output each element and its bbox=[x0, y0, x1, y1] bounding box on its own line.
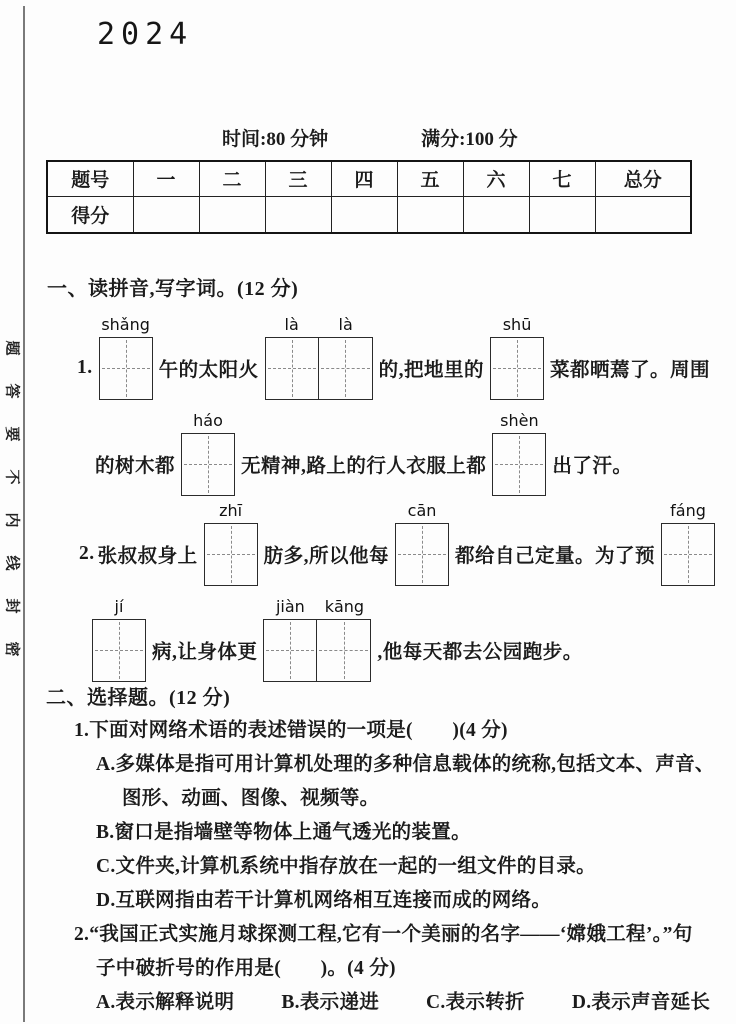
writing-box[interactable] bbox=[492, 433, 546, 496]
question1-option-a-line2: 图形、动画、图像、视频等。 bbox=[122, 788, 380, 809]
item-number: 2. bbox=[79, 543, 95, 564]
pinyin-label: jiàn bbox=[275, 596, 305, 616]
header-col: 六 bbox=[463, 161, 529, 196]
sentence-text: 无精神,路上的行人衣服上都 bbox=[241, 456, 487, 477]
question2-stem-line2: 子中破折号的作用是( )。(4 分) bbox=[96, 958, 396, 979]
writing-box-group bbox=[492, 410, 546, 496]
pinyin-label: là bbox=[284, 314, 299, 334]
section2 bbox=[46, 682, 732, 1020]
time-limit-label: 时间:80 分钟 bbox=[222, 129, 329, 150]
score-cell[interactable] bbox=[265, 196, 331, 233]
pinyin-label: shǎng bbox=[101, 314, 150, 334]
pinyin-label: jí bbox=[114, 596, 124, 616]
writing-box-group bbox=[661, 500, 715, 586]
header-col: 一 bbox=[133, 161, 199, 196]
exam-year: 2024 bbox=[97, 17, 194, 52]
writing-box[interactable] bbox=[204, 523, 258, 586]
writing-box-group bbox=[99, 314, 153, 400]
section2-title: 二、选择题。(12 分) bbox=[46, 687, 231, 709]
pinyin-label: shū bbox=[502, 314, 532, 334]
question2-options-row bbox=[46, 986, 732, 1020]
item-number: 1. bbox=[77, 357, 93, 378]
score-row-label: 得分 bbox=[47, 196, 133, 233]
question2-stem-line1: 2.“我国正式实施月球探测工程,它有一个美丽的名字——‘嫦娥工程’。”句 bbox=[74, 924, 693, 945]
writing-box-group bbox=[265, 314, 373, 400]
header-col: 三 bbox=[265, 161, 331, 196]
pinyin-row-1 bbox=[74, 314, 713, 416]
question2-option-b: B.表示递进 bbox=[281, 992, 380, 1013]
writing-box-group bbox=[204, 500, 258, 586]
pinyin-label: fáng bbox=[670, 500, 706, 520]
header-total: 总分 bbox=[595, 161, 691, 196]
score-table-score-row bbox=[47, 196, 691, 233]
sentence-text: 病,让身体更 bbox=[152, 642, 258, 663]
score-cell[interactable] bbox=[133, 196, 199, 233]
writing-box[interactable] bbox=[181, 433, 235, 496]
pinyin-label: cān bbox=[407, 500, 437, 520]
header-col: 五 bbox=[397, 161, 463, 196]
seal-char: 答 bbox=[3, 383, 20, 399]
writing-box[interactable] bbox=[317, 619, 371, 682]
writing-box[interactable] bbox=[99, 337, 153, 400]
score-cell[interactable] bbox=[331, 196, 397, 233]
question2-option-c: C.表示转折 bbox=[426, 992, 525, 1013]
exam-meta bbox=[222, 124, 518, 151]
seal-char: 封 bbox=[3, 598, 20, 614]
question1-option-c: C.文件夹,计算机系统中指存放在一起的一组文件的目录。 bbox=[96, 856, 596, 877]
header-col: 七 bbox=[529, 161, 595, 196]
seal-char: 密 bbox=[3, 641, 20, 657]
sentence-text: 的,把地里的 bbox=[378, 360, 485, 381]
sentence-text: ,他每天都去公园跑步。 bbox=[377, 642, 583, 663]
writing-box[interactable] bbox=[319, 337, 373, 400]
seal-char: 要 bbox=[3, 426, 20, 442]
writing-box[interactable] bbox=[395, 523, 449, 586]
sentence-text: 肪多,所以他每 bbox=[263, 546, 390, 567]
seal-char: 不 bbox=[3, 469, 20, 485]
pinyin-label: háo bbox=[193, 410, 223, 430]
sentence-text: 都给自己定量。为了预 bbox=[455, 546, 656, 567]
sentence-text: 菜都晒蔫了。周围 bbox=[550, 360, 711, 381]
sentence-text: 午的太阳火 bbox=[158, 360, 259, 381]
writing-box-group bbox=[490, 314, 544, 400]
header-col: 二 bbox=[199, 161, 265, 196]
section1-title: 一、读拼音,写字词。(12 分) bbox=[47, 278, 299, 300]
score-cell[interactable] bbox=[529, 196, 595, 233]
question1-option-a-line1: A.多媒体是指可用计算机处理的多种信息载体的统称,包括文本、声音、 bbox=[96, 754, 715, 775]
score-cell[interactable] bbox=[463, 196, 529, 233]
writing-box-group bbox=[181, 410, 235, 496]
writing-box[interactable] bbox=[263, 619, 317, 682]
seal-line-rule bbox=[23, 6, 25, 1022]
sentence-text: 的树木都 bbox=[95, 456, 176, 477]
seal-line-text bbox=[1, 338, 22, 659]
question2-option-a: A.表示解释说明 bbox=[96, 992, 235, 1013]
sentence-text: 张叔叔身上 bbox=[97, 546, 198, 567]
writing-box[interactable] bbox=[661, 523, 715, 586]
writing-box-pair bbox=[265, 337, 373, 400]
writing-box-group bbox=[92, 596, 146, 682]
score-table-header-row bbox=[47, 161, 691, 196]
question1-option-b: B.窗口是指墙壁等物体上通气透光的装置。 bbox=[96, 822, 471, 843]
seal-char: 内 bbox=[3, 512, 20, 528]
pinyin-label-pair bbox=[265, 315, 373, 335]
question1-stem: 1.下面对网络术语的表述错误的一项是( )(4 分) bbox=[74, 720, 508, 741]
writing-box[interactable] bbox=[92, 619, 146, 682]
header-question-no: 题号 bbox=[47, 161, 133, 196]
sentence-text: 出了汗。 bbox=[552, 456, 633, 477]
pinyin-label: là bbox=[338, 314, 353, 334]
writing-box-pair bbox=[263, 619, 371, 682]
score-table bbox=[46, 160, 692, 234]
writing-box[interactable] bbox=[265, 337, 319, 400]
question1-option-d: D.互联网指由若干计算机网络相互连接而成的网络。 bbox=[96, 890, 552, 911]
writing-box-group bbox=[263, 596, 371, 682]
full-score-label: 满分:100 分 bbox=[421, 129, 518, 150]
pinyin-row-3 bbox=[76, 500, 718, 602]
writing-box-group bbox=[395, 500, 449, 586]
score-cell-total[interactable] bbox=[595, 196, 691, 233]
pinyin-label: shèn bbox=[500, 410, 539, 430]
seal-char: 线 bbox=[3, 555, 20, 571]
pinyin-label-pair bbox=[263, 597, 371, 617]
pinyin-label: zhī bbox=[219, 500, 243, 520]
header-col: 四 bbox=[331, 161, 397, 196]
score-cell[interactable] bbox=[199, 196, 265, 233]
writing-box[interactable] bbox=[490, 337, 544, 400]
pinyin-row-2 bbox=[92, 410, 635, 512]
seal-char: 题 bbox=[3, 340, 20, 356]
pinyin-label: kāng bbox=[324, 596, 365, 616]
score-cell[interactable] bbox=[397, 196, 463, 233]
question2-option-d: D.表示声音延长 bbox=[571, 992, 711, 1013]
